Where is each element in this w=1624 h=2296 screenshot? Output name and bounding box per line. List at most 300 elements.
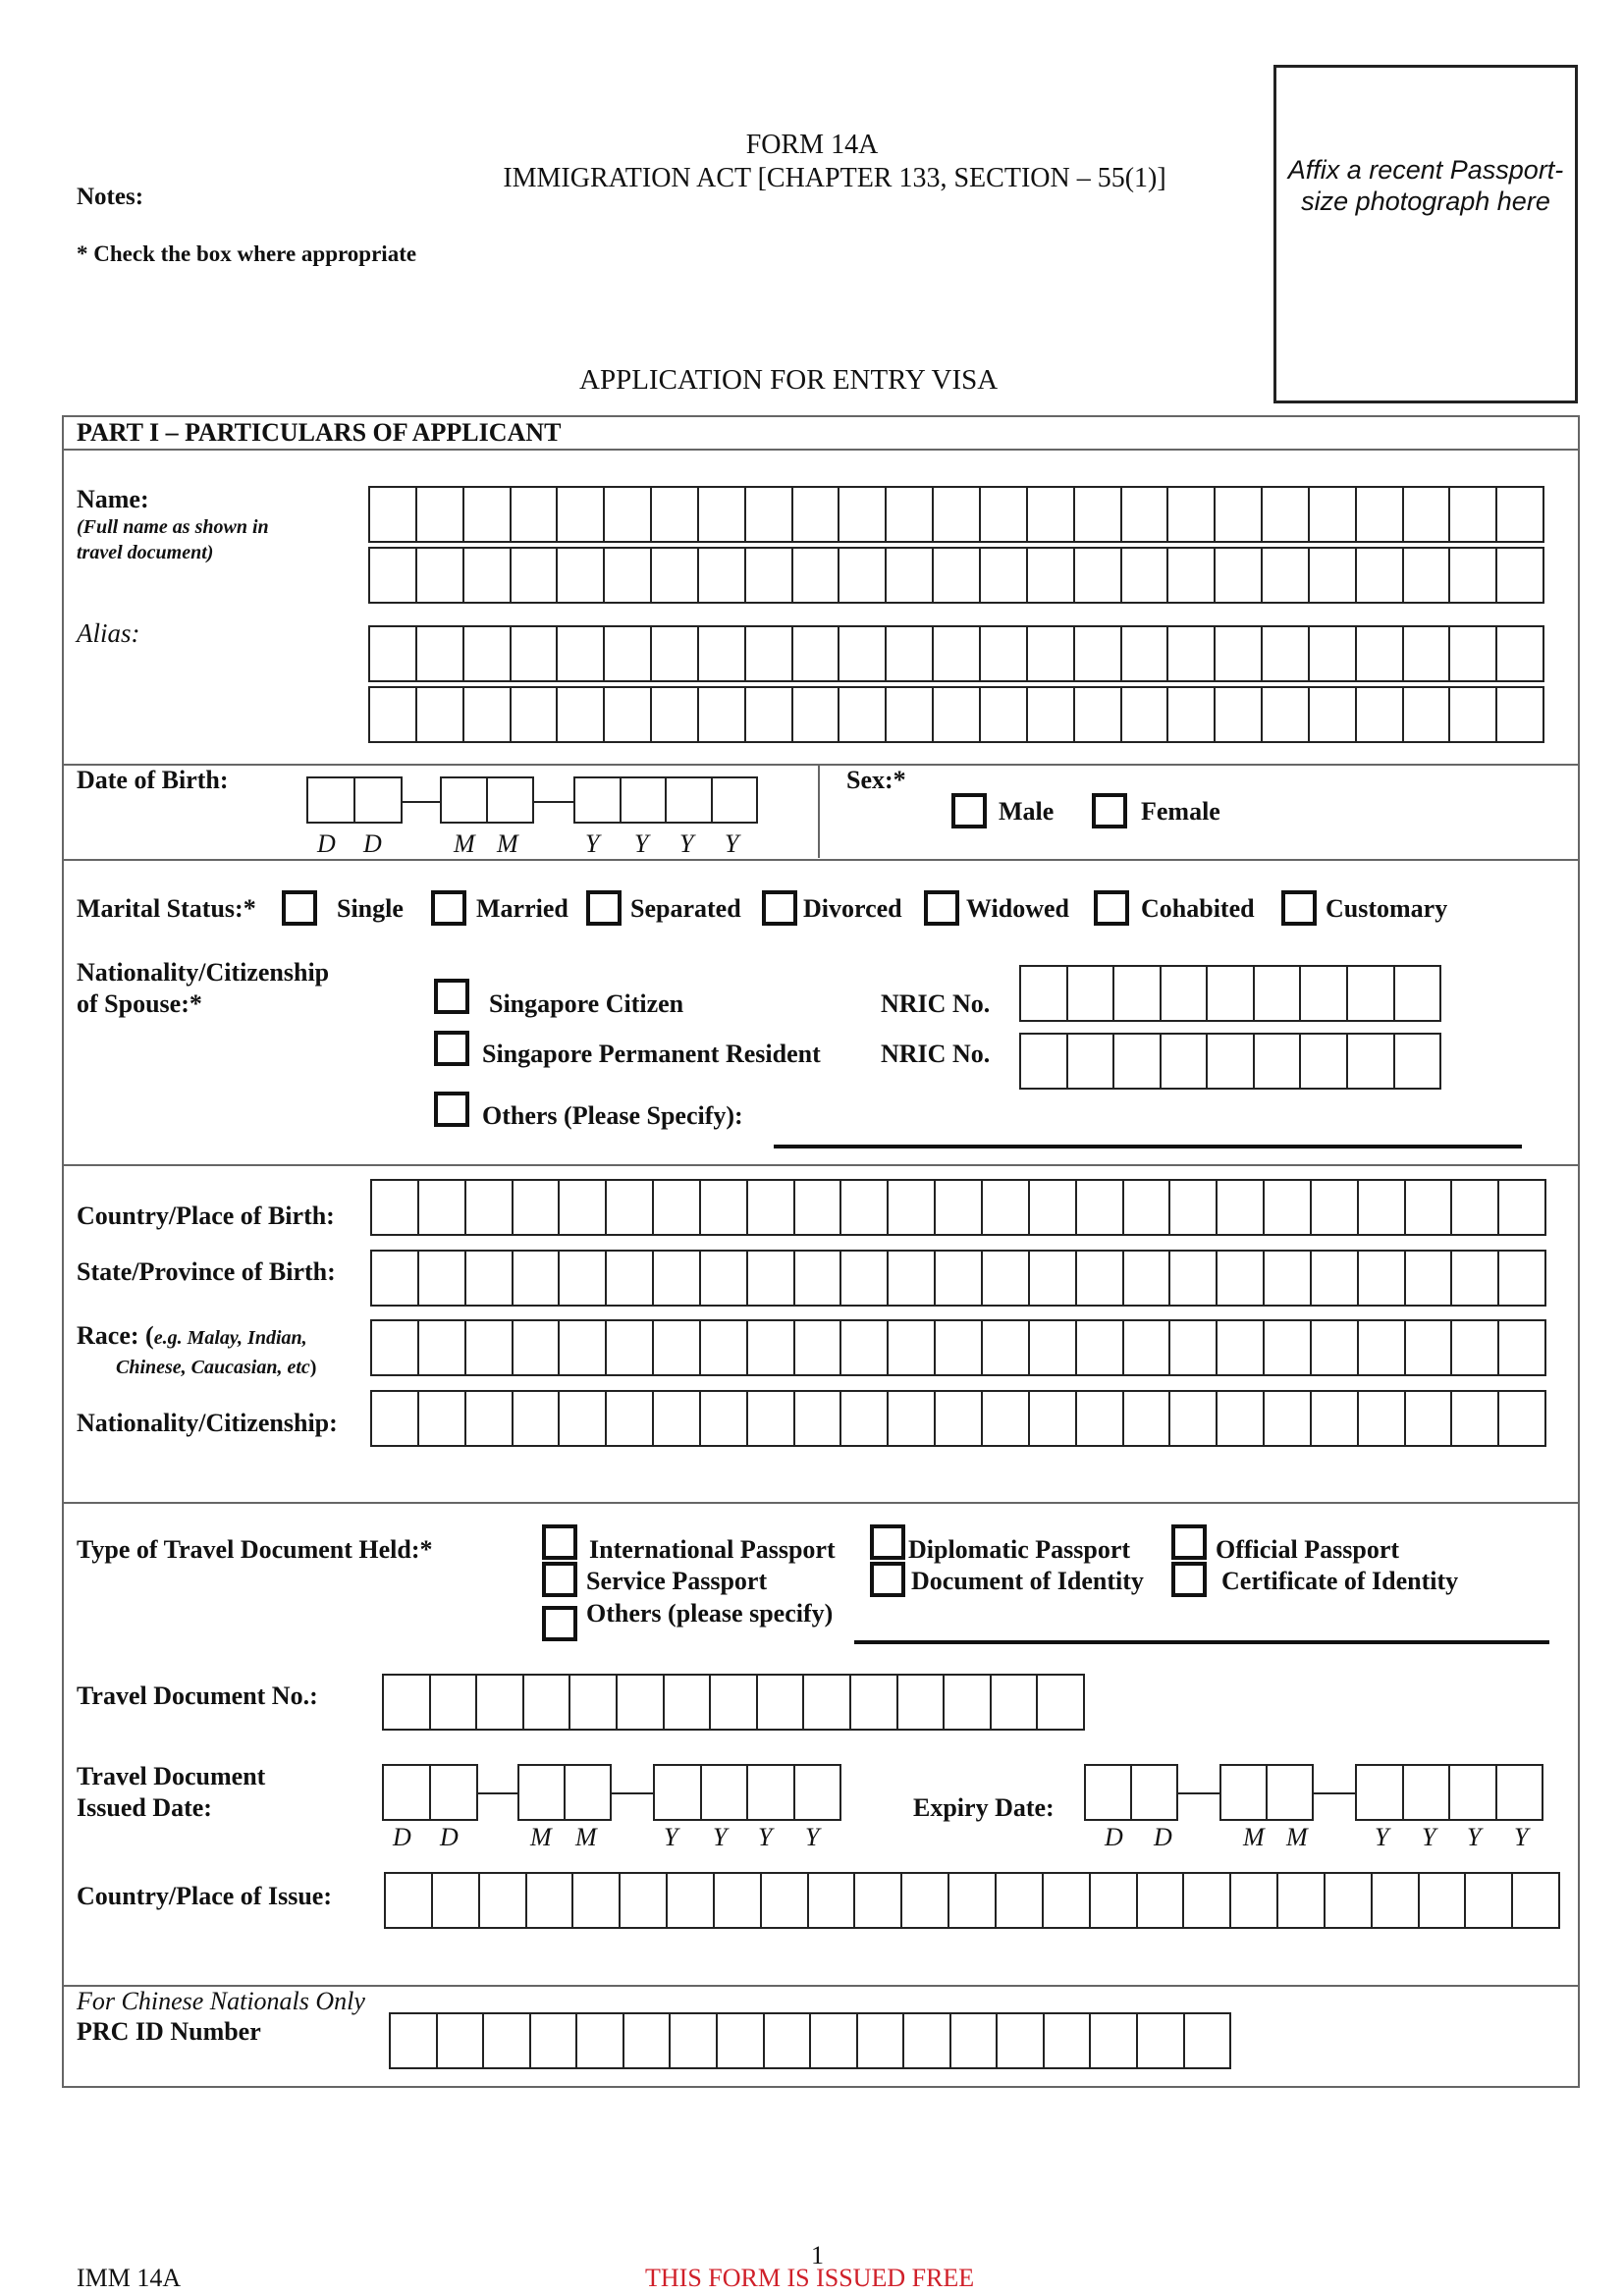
char-box[interactable] <box>1136 2012 1183 2069</box>
char-box[interactable] <box>1073 625 1120 682</box>
expiry-day-field[interactable] <box>1084 1764 1178 1821</box>
char-box[interactable] <box>1216 1179 1263 1236</box>
char-box[interactable] <box>669 2012 716 2069</box>
char-box[interactable] <box>709 1674 756 1731</box>
char-box[interactable] <box>1310 1390 1357 1447</box>
char-box[interactable] <box>1229 1872 1276 1929</box>
travel-doc-document-of-identity-checkbox[interactable] <box>870 1562 905 1597</box>
char-box[interactable] <box>653 1764 700 1821</box>
char-box[interactable] <box>1028 1390 1075 1447</box>
char-box[interactable] <box>1308 625 1355 682</box>
char-box[interactable] <box>652 1319 699 1376</box>
char-box[interactable] <box>603 686 650 743</box>
char-box[interactable] <box>1122 1319 1169 1376</box>
char-box[interactable] <box>417 1179 464 1236</box>
char-box[interactable] <box>839 1250 887 1307</box>
char-box[interactable] <box>650 486 697 543</box>
char-box[interactable] <box>353 776 403 824</box>
char-box[interactable] <box>896 1674 944 1731</box>
state-of-birth-field[interactable] <box>370 1250 1546 1307</box>
char-box[interactable] <box>1206 1033 1253 1090</box>
char-box[interactable] <box>1066 1033 1113 1090</box>
char-box[interactable] <box>652 1250 699 1307</box>
char-box[interactable] <box>415 686 462 743</box>
char-box[interactable] <box>429 1674 476 1731</box>
char-box[interactable] <box>979 547 1026 604</box>
char-box[interactable] <box>1089 1872 1136 1929</box>
char-box[interactable] <box>700 1764 747 1821</box>
char-box[interactable] <box>510 486 557 543</box>
char-box[interactable] <box>1120 486 1167 543</box>
char-box[interactable] <box>1464 1872 1511 1929</box>
char-box[interactable] <box>1450 1179 1497 1236</box>
char-box[interactable] <box>979 486 1026 543</box>
char-box[interactable] <box>1026 625 1073 682</box>
char-box[interactable] <box>417 1319 464 1376</box>
char-box[interactable] <box>839 1319 887 1376</box>
char-box[interactable] <box>838 625 885 682</box>
char-box[interactable] <box>605 1390 652 1447</box>
char-box[interactable] <box>1448 1764 1495 1821</box>
char-box[interactable] <box>558 1179 605 1236</box>
char-box[interactable] <box>1219 1764 1266 1821</box>
char-box[interactable] <box>1324 1872 1371 1929</box>
char-box[interactable] <box>885 547 932 604</box>
char-box[interactable] <box>1089 2012 1136 2069</box>
char-box[interactable] <box>440 776 486 824</box>
char-box[interactable] <box>1357 1390 1404 1447</box>
char-box[interactable] <box>1214 486 1261 543</box>
char-box[interactable] <box>838 547 885 604</box>
char-box[interactable] <box>1214 547 1261 604</box>
char-box[interactable] <box>1404 1390 1451 1447</box>
char-box[interactable] <box>605 1319 652 1376</box>
travel-doc-no-field[interactable] <box>382 1674 1085 1731</box>
char-box[interactable] <box>1263 1250 1310 1307</box>
char-box[interactable] <box>949 2012 997 2069</box>
char-box[interactable] <box>650 686 697 743</box>
char-box[interactable] <box>575 2012 623 2069</box>
char-box[interactable] <box>1166 486 1214 543</box>
char-box[interactable] <box>839 1179 887 1236</box>
char-box[interactable] <box>1166 625 1214 682</box>
country-of-issue-field[interactable] <box>384 1872 1560 1929</box>
char-box[interactable] <box>1075 1250 1122 1307</box>
char-box[interactable] <box>887 1390 934 1447</box>
char-box[interactable] <box>791 547 839 604</box>
char-box[interactable] <box>1357 1179 1404 1236</box>
char-box[interactable] <box>620 776 666 824</box>
char-box[interactable] <box>1019 965 1066 1022</box>
char-box[interactable] <box>1299 1033 1346 1090</box>
char-box[interactable] <box>1450 1319 1497 1376</box>
char-box[interactable] <box>746 1319 793 1376</box>
char-box[interactable] <box>616 1674 663 1731</box>
char-box[interactable] <box>652 1179 699 1236</box>
char-box[interactable] <box>746 1179 793 1236</box>
char-box[interactable] <box>839 1390 887 1447</box>
char-box[interactable] <box>1404 1250 1451 1307</box>
name-field-line2[interactable] <box>368 547 1544 604</box>
marital-divorced-checkbox[interactable] <box>762 890 797 926</box>
char-box[interactable] <box>697 547 744 604</box>
travel-doc-service-passport-checkbox[interactable] <box>542 1562 577 1597</box>
char-box[interactable] <box>573 776 620 824</box>
char-box[interactable] <box>699 1250 746 1307</box>
char-box[interactable] <box>1026 686 1073 743</box>
char-box[interactable] <box>1120 547 1167 604</box>
prc-id-field[interactable] <box>389 2012 1231 2069</box>
char-box[interactable] <box>763 2012 810 2069</box>
char-box[interactable] <box>1075 1319 1122 1376</box>
sex-female-checkbox[interactable] <box>1092 793 1127 828</box>
char-box[interactable] <box>853 1872 900 1929</box>
char-box[interactable] <box>571 1872 619 1929</box>
char-box[interactable] <box>934 1179 981 1236</box>
char-box[interactable] <box>431 1872 478 1929</box>
char-box[interactable] <box>1402 1764 1449 1821</box>
char-box[interactable] <box>1497 1319 1546 1376</box>
char-box[interactable] <box>1166 547 1214 604</box>
char-box[interactable] <box>981 1390 1028 1447</box>
char-box[interactable] <box>1308 686 1355 743</box>
spouse-others-specify-line[interactable] <box>774 1145 1522 1148</box>
char-box[interactable] <box>384 1872 431 1929</box>
spouse-pr-checkbox[interactable] <box>434 1031 469 1066</box>
alias-field-line2[interactable] <box>368 686 1544 743</box>
char-box[interactable] <box>464 1390 512 1447</box>
travel-doc-certificate-of-identity-checkbox[interactable] <box>1171 1562 1207 1597</box>
char-box[interactable] <box>1120 625 1167 682</box>
char-box[interactable] <box>1122 1179 1169 1236</box>
char-box[interactable] <box>1448 625 1495 682</box>
char-box[interactable] <box>932 686 979 743</box>
char-box[interactable] <box>1216 1319 1263 1376</box>
char-box[interactable] <box>1216 1250 1263 1307</box>
char-box[interactable] <box>1168 1179 1216 1236</box>
char-box[interactable] <box>1346 1033 1393 1090</box>
char-box[interactable] <box>791 486 839 543</box>
char-box[interactable] <box>1357 1250 1404 1307</box>
char-box[interactable] <box>1495 625 1544 682</box>
char-box[interactable] <box>1122 1250 1169 1307</box>
char-box[interactable] <box>793 1390 840 1447</box>
alias-field-line1[interactable] <box>368 625 1544 682</box>
char-box[interactable] <box>1160 965 1207 1022</box>
char-box[interactable] <box>652 1390 699 1447</box>
char-box[interactable] <box>512 1179 559 1236</box>
char-box[interactable] <box>981 1179 1028 1236</box>
char-box[interactable] <box>368 486 415 543</box>
char-box[interactable] <box>1261 486 1308 543</box>
char-box[interactable] <box>568 1674 616 1731</box>
char-box[interactable] <box>1402 686 1449 743</box>
char-box[interactable] <box>1168 1319 1216 1376</box>
char-box[interactable] <box>744 686 791 743</box>
char-box[interactable] <box>462 625 510 682</box>
issued-month-field[interactable] <box>517 1764 612 1821</box>
char-box[interactable] <box>979 686 1026 743</box>
char-box[interactable] <box>1168 1390 1216 1447</box>
char-box[interactable] <box>1263 1390 1310 1447</box>
char-box[interactable] <box>1450 1390 1497 1447</box>
char-box[interactable] <box>900 1872 947 1929</box>
char-box[interactable] <box>1355 486 1402 543</box>
char-box[interactable] <box>663 1674 710 1731</box>
expiry-year-field[interactable] <box>1355 1764 1543 1821</box>
char-box[interactable] <box>370 1179 417 1236</box>
char-box[interactable] <box>1073 547 1120 604</box>
char-box[interactable] <box>478 1872 525 1929</box>
char-box[interactable] <box>838 486 885 543</box>
char-box[interactable] <box>482 2012 529 2069</box>
char-box[interactable] <box>1497 1390 1546 1447</box>
char-box[interactable] <box>885 686 932 743</box>
char-box[interactable] <box>1310 1250 1357 1307</box>
issued-year-field[interactable] <box>653 1764 841 1821</box>
char-box[interactable] <box>1026 486 1073 543</box>
char-box[interactable] <box>746 1764 793 1821</box>
char-box[interactable] <box>1299 965 1346 1022</box>
char-box[interactable] <box>996 2012 1043 2069</box>
char-box[interactable] <box>382 1674 429 1731</box>
char-box[interactable] <box>793 1319 840 1376</box>
char-box[interactable] <box>382 1764 429 1821</box>
char-box[interactable] <box>1450 1250 1497 1307</box>
char-box[interactable] <box>699 1319 746 1376</box>
marital-married-checkbox[interactable] <box>431 890 466 926</box>
char-box[interactable] <box>697 486 744 543</box>
char-box[interactable] <box>556 547 603 604</box>
char-box[interactable] <box>415 547 462 604</box>
char-box[interactable] <box>1346 965 1393 1022</box>
char-box[interactable] <box>522 1674 569 1731</box>
char-box[interactable] <box>1495 547 1544 604</box>
char-box[interactable] <box>1216 1390 1263 1447</box>
sex-male-checkbox[interactable] <box>951 793 987 828</box>
marital-cohabited-checkbox[interactable] <box>1094 890 1129 926</box>
char-box[interactable] <box>605 1250 652 1307</box>
spouse-others-checkbox[interactable] <box>434 1092 469 1127</box>
char-box[interactable] <box>370 1250 417 1307</box>
char-box[interactable] <box>1355 1764 1402 1821</box>
char-box[interactable] <box>849 1674 896 1731</box>
char-box[interactable] <box>1136 1872 1183 1929</box>
char-box[interactable] <box>529 2012 576 2069</box>
travel-doc-diplomatic-passport-checkbox[interactable] <box>870 1524 905 1560</box>
char-box[interactable] <box>1253 965 1300 1022</box>
char-box[interactable] <box>623 2012 670 2069</box>
char-box[interactable] <box>1043 2012 1090 2069</box>
char-box[interactable] <box>1355 625 1402 682</box>
marital-separated-checkbox[interactable] <box>586 890 622 926</box>
char-box[interactable] <box>793 1250 840 1307</box>
char-box[interactable] <box>415 486 462 543</box>
nric-citizen-field[interactable] <box>1019 965 1441 1022</box>
char-box[interactable] <box>934 1250 981 1307</box>
char-box[interactable] <box>802 1674 849 1731</box>
name-field-line1[interactable] <box>368 486 1544 543</box>
char-box[interactable] <box>1402 547 1449 604</box>
char-box[interactable] <box>981 1250 1028 1307</box>
char-box[interactable] <box>462 486 510 543</box>
char-box[interactable] <box>809 2012 856 2069</box>
char-box[interactable] <box>1355 686 1402 743</box>
char-box[interactable] <box>807 1872 854 1929</box>
char-box[interactable] <box>744 547 791 604</box>
char-box[interactable] <box>746 1390 793 1447</box>
char-box[interactable] <box>1028 1319 1075 1376</box>
char-box[interactable] <box>370 1390 417 1447</box>
char-box[interactable] <box>603 625 650 682</box>
char-box[interactable] <box>791 686 839 743</box>
char-box[interactable] <box>464 1319 512 1376</box>
travel-doc-others-checkbox[interactable] <box>542 1606 577 1641</box>
char-box[interactable] <box>885 625 932 682</box>
char-box[interactable] <box>603 486 650 543</box>
char-box[interactable] <box>510 625 557 682</box>
char-box[interactable] <box>1066 965 1113 1022</box>
char-box[interactable] <box>981 1319 1028 1376</box>
char-box[interactable] <box>370 1319 417 1376</box>
char-box[interactable] <box>510 547 557 604</box>
char-box[interactable] <box>1310 1179 1357 1236</box>
char-box[interactable] <box>1276 1872 1324 1929</box>
char-box[interactable] <box>744 486 791 543</box>
char-box[interactable] <box>510 686 557 743</box>
char-box[interactable] <box>605 1179 652 1236</box>
char-box[interactable] <box>1355 547 1402 604</box>
travel-doc-official-passport-checkbox[interactable] <box>1171 1524 1207 1560</box>
char-box[interactable] <box>1402 625 1449 682</box>
char-box[interactable] <box>760 1872 807 1929</box>
char-box[interactable] <box>1206 965 1253 1022</box>
char-box[interactable] <box>856 2012 903 2069</box>
expiry-month-field[interactable] <box>1219 1764 1314 1821</box>
char-box[interactable] <box>791 625 839 682</box>
char-box[interactable] <box>512 1319 559 1376</box>
marital-widowed-checkbox[interactable] <box>924 890 959 926</box>
marital-customary-checkbox[interactable] <box>1281 890 1317 926</box>
char-box[interactable] <box>1075 1390 1122 1447</box>
char-box[interactable] <box>1019 1033 1066 1090</box>
race-field[interactable] <box>370 1319 1546 1376</box>
char-box[interactable] <box>990 1674 1037 1731</box>
char-box[interactable] <box>979 625 1026 682</box>
char-box[interactable] <box>699 1179 746 1236</box>
char-box[interactable] <box>1371 1872 1418 1929</box>
dob-day-field[interactable] <box>306 776 403 824</box>
char-box[interactable] <box>995 1872 1042 1929</box>
char-box[interactable] <box>756 1674 803 1731</box>
country-of-birth-field[interactable] <box>370 1179 1546 1236</box>
char-box[interactable] <box>368 625 415 682</box>
char-box[interactable] <box>462 686 510 743</box>
char-box[interactable] <box>1160 1033 1207 1090</box>
char-box[interactable] <box>947 1872 995 1929</box>
char-box[interactable] <box>1042 1872 1089 1929</box>
char-box[interactable] <box>429 1764 478 1821</box>
char-box[interactable] <box>1120 686 1167 743</box>
char-box[interactable] <box>1261 625 1308 682</box>
char-box[interactable] <box>1308 486 1355 543</box>
char-box[interactable] <box>1448 686 1495 743</box>
char-box[interactable] <box>1036 1674 1085 1731</box>
char-box[interactable] <box>1261 547 1308 604</box>
char-box[interactable] <box>1028 1250 1075 1307</box>
char-box[interactable] <box>558 1250 605 1307</box>
char-box[interactable] <box>838 686 885 743</box>
marital-single-checkbox[interactable] <box>282 890 317 926</box>
char-box[interactable] <box>368 686 415 743</box>
char-box[interactable] <box>1511 1872 1560 1929</box>
char-box[interactable] <box>1182 1872 1229 1929</box>
char-box[interactable] <box>932 486 979 543</box>
char-box[interactable] <box>1073 686 1120 743</box>
char-box[interactable] <box>389 2012 436 2069</box>
char-box[interactable] <box>934 1390 981 1447</box>
char-box[interactable] <box>556 486 603 543</box>
char-box[interactable] <box>1495 686 1544 743</box>
char-box[interactable] <box>1448 486 1495 543</box>
char-box[interactable] <box>650 625 697 682</box>
dob-month-field[interactable] <box>440 776 534 824</box>
char-box[interactable] <box>746 1250 793 1307</box>
char-box[interactable] <box>1026 547 1073 604</box>
issued-day-field[interactable] <box>382 1764 478 1821</box>
char-box[interactable] <box>1183 2012 1232 2069</box>
char-box[interactable] <box>1308 547 1355 604</box>
char-box[interactable] <box>665 776 711 824</box>
char-box[interactable] <box>1404 1179 1451 1236</box>
char-box[interactable] <box>887 1179 934 1236</box>
char-box[interactable] <box>1261 686 1308 743</box>
char-box[interactable] <box>697 625 744 682</box>
char-box[interactable] <box>1495 486 1544 543</box>
char-box[interactable] <box>1130 1764 1178 1821</box>
char-box[interactable] <box>716 2012 763 2069</box>
char-box[interactable] <box>512 1250 559 1307</box>
spouse-singapore-citizen-checkbox[interactable] <box>434 979 469 1014</box>
char-box[interactable] <box>1393 1033 1442 1090</box>
char-box[interactable] <box>932 547 979 604</box>
char-box[interactable] <box>1393 965 1442 1022</box>
char-box[interactable] <box>885 486 932 543</box>
char-box[interactable] <box>525 1872 572 1929</box>
char-box[interactable] <box>1075 1179 1122 1236</box>
char-box[interactable] <box>1168 1250 1216 1307</box>
char-box[interactable] <box>517 1764 564 1821</box>
char-box[interactable] <box>932 625 979 682</box>
char-box[interactable] <box>603 547 650 604</box>
travel-doc-international-passport-checkbox[interactable] <box>542 1524 577 1560</box>
char-box[interactable] <box>512 1390 559 1447</box>
char-box[interactable] <box>1112 965 1160 1022</box>
char-box[interactable] <box>558 1390 605 1447</box>
char-box[interactable] <box>1073 486 1120 543</box>
char-box[interactable] <box>1404 1319 1451 1376</box>
char-box[interactable] <box>1214 686 1261 743</box>
char-box[interactable] <box>462 547 510 604</box>
char-box[interactable] <box>417 1390 464 1447</box>
char-box[interactable] <box>1084 1764 1130 1821</box>
char-box[interactable] <box>1497 1179 1546 1236</box>
dob-year-field[interactable] <box>573 776 758 824</box>
photo-box[interactable] <box>1273 65 1578 403</box>
char-box[interactable] <box>666 1872 713 1929</box>
char-box[interactable] <box>1402 486 1449 543</box>
char-box[interactable] <box>711 776 759 824</box>
